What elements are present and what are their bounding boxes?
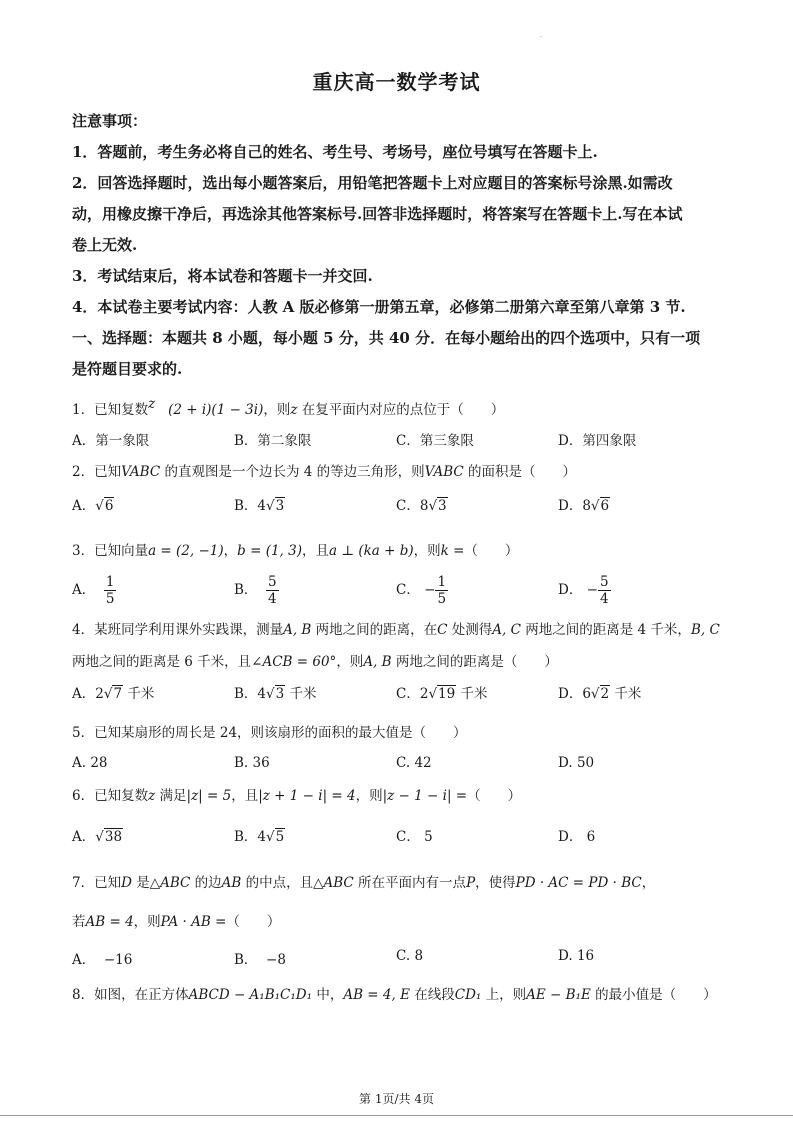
q1-option-c: C．第三象限 [396,433,474,449]
q3-option-b: B． $\frac{5}{4}$ [234,574,277,607]
q7-option-a: A． −16 [72,952,133,968]
q6-option-d: D． 6 [558,829,596,845]
q2-option-d: D．8√6 [558,498,610,514]
q3-option-a: A． $\frac{1}{5}$ [72,574,115,607]
q5-option-b: B. 36 [234,755,270,771]
question-2: 2．已知VABC 的直观图是一个边长为 4 的等边三角形，则VABC 的面积是（ ） [72,464,577,480]
section-heading-line-2: 是符题目要求的. [72,360,183,378]
q4-option-b: B．4√3 千米 [234,686,317,702]
notice-line-2: 2．回答选择题时，选出每小题答案后，用铅笔把答题卡上对应题目的答案标号涂黑.如需改 [72,174,673,192]
q4-option-d: D．6√2 千米 [558,686,642,702]
q7-option-b: B． −8 [234,952,286,968]
question-3: 3．已知向量a = (2, −1)，b = (1, 3)，且a ⊥ (ka + b)，则k =（ ） [72,543,519,559]
q5-option-c: C. 42 [396,755,432,771]
notice-line-1: 1．答题前，考生务必将自己的姓名、考生号、考场号，座位号填写在答题卡上. [72,143,598,161]
q7-option-c: C. 8 [396,948,424,964]
question-4-line-1: 4．某班同学利用课外实践课，测量A, B 两地之间的距离，在C 处测得A, C 两地之间的距离是 4 千米，B, C [72,622,720,638]
q5-option-a: A. 28 [72,755,108,771]
question-6: 6．已知复数z 满足|z| = 5，且|z + 1 − i| = 4，则|z − 1 − i| =（ ） [72,788,522,804]
q2-option-a: A．√6 [72,498,114,514]
page-title: 重庆高一数学考试 [312,70,481,94]
q6-option-c: C． 5 [396,829,433,845]
section-heading-line-1: 一、选择题：本题共 8 小题，每小题 5 分，共 40 分．在每小题给出的四个选项中，只有一项 [72,329,701,347]
q1-option-d: D．第四象限 [558,433,637,449]
notice-heading: 注意事项： [72,112,148,130]
q4-option-a: A．2√7 千米 [72,686,155,702]
question-5: 5．已知某扇形的周长是 24，则该扇形的面积的最大值是（ ） [72,725,467,741]
question-8: 8．如图，在正方体ABCD − A₁B₁C₁D₁ 中，AB = 4, E 在线段CD₁ 上，则AE − B₁E 的最小值是（ ） [72,987,717,1003]
question-4-line-2: 两地之间的距离是 6 千米，且∠ACB = 60°，则A, B 两地之间的距离是（ ） [72,654,558,670]
q4-option-c: C．2√19 千米 [396,686,488,702]
q7-option-d: D. 16 [558,948,595,964]
notice-line-6: 4．本试卷主要考试内容：人教 A 版必修第一册第五章，必修第二册第六章至第八章第 3 节. [72,298,686,316]
page-footer: 第 1页/共 4页 [359,1092,434,1106]
notice-line-5: 3．考试结束后，将本试卷和答题卡一并交回. [72,267,373,285]
notice-line-3: 动，用橡皮擦干净后，再选涂其他答案标号.回答非选择题时，将答案写在答题卡上.写在本试 [72,205,683,223]
notice-line-4: 卷上无效. [72,236,138,254]
q5-option-d: D. 50 [558,755,595,771]
q1-option-a: A．第一象限 [72,433,150,449]
q3-option-c: C． − $\frac{1}{5}$ [396,574,447,607]
q1-option-b: B．第二象限 [234,433,312,449]
q6-option-a: A．√38 [72,829,123,845]
q2-option-b: B．4√3 [234,498,285,514]
question-7-line-2: 若AB = 4，则PA · AB =（ ） [72,914,281,930]
question-1: 1．已知复数z (2 + i)(1 − 3i)，则z 在复平面内对应的点位于（ ） [72,396,505,418]
question-7-line-1: 7．已知D 是△ABC 的边AB 的中点，且△ABC 所在平面内有一点P，使得PD · AC = PD · BC， [72,875,656,891]
q6-option-b: B．4√5 [234,829,285,845]
bottom-divider [0,1115,793,1116]
q2-option-c: C．8√3 [396,498,447,514]
q3-option-d: D． − $\frac{5}{4}$ [558,574,609,607]
scan-dot: . [540,32,542,39]
